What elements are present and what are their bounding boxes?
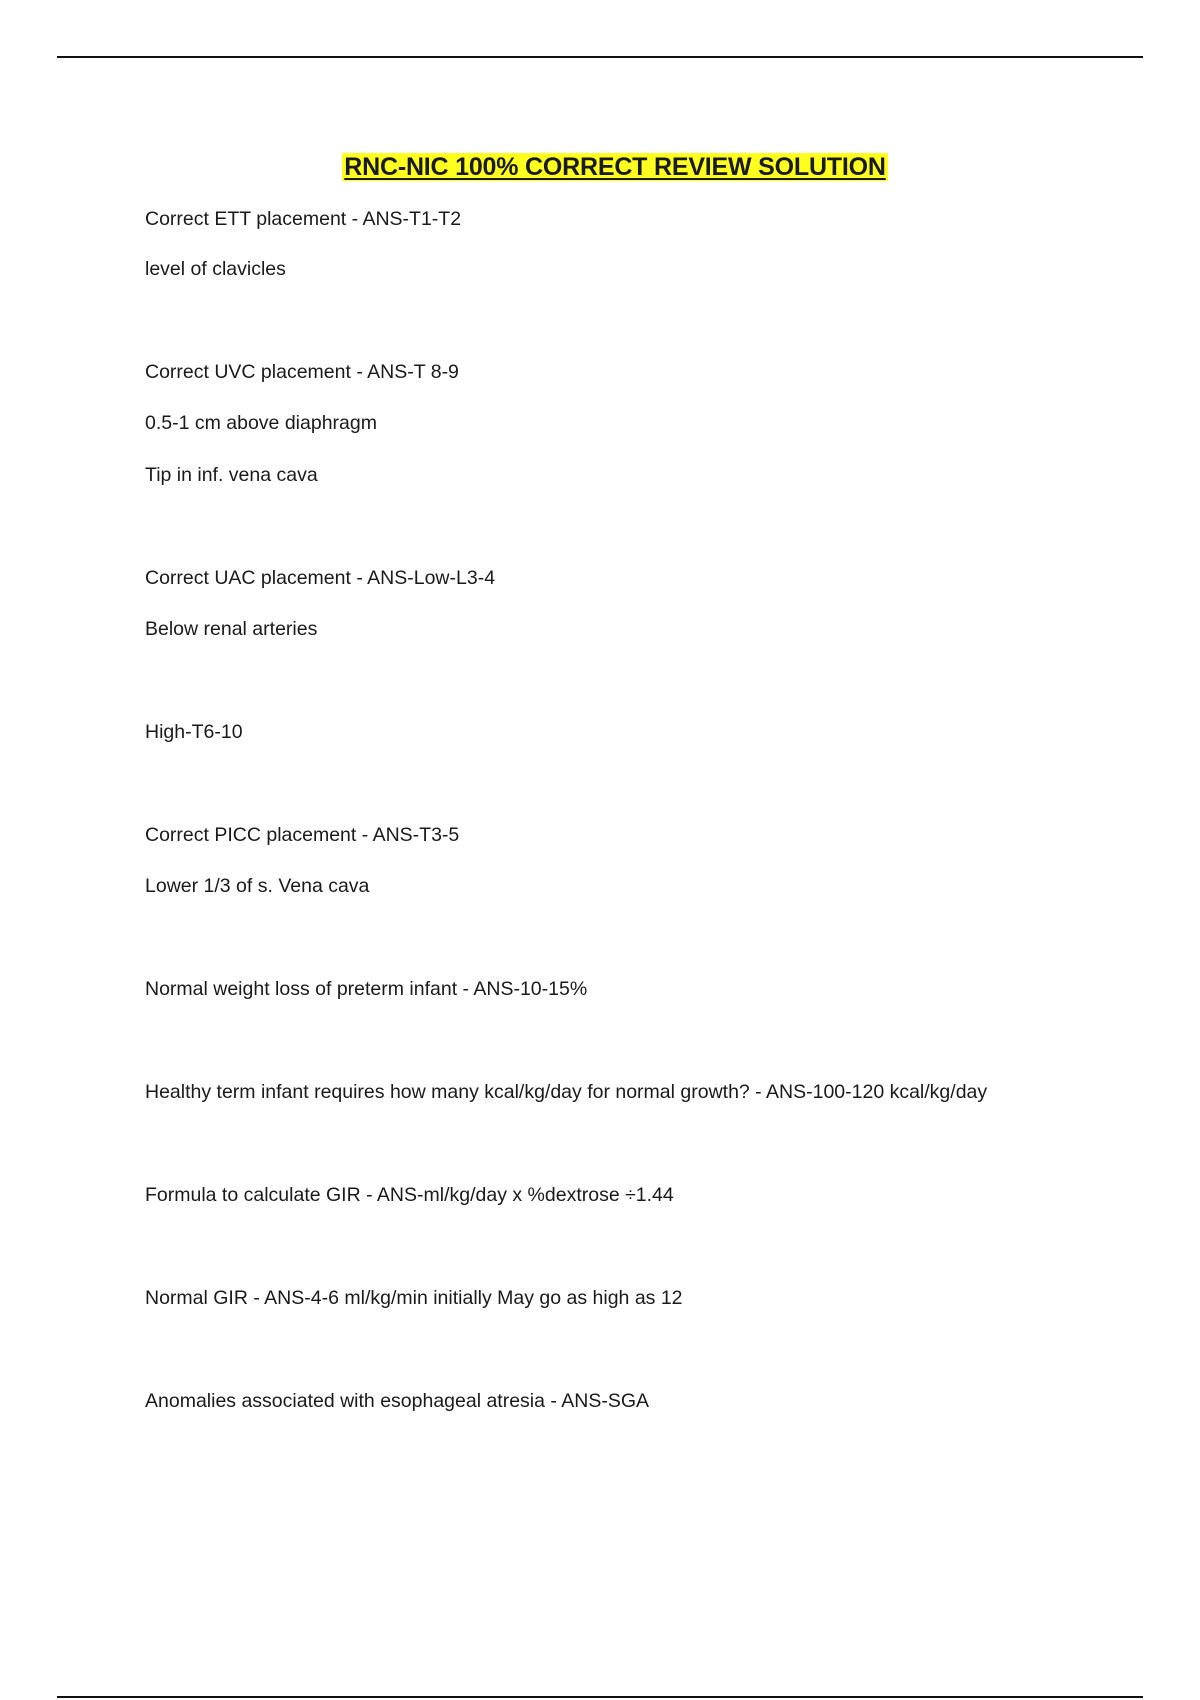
text-line: Anomalies associated with esophageal atresia - ANS-SGA (145, 1390, 650, 1412)
document-title (0, 146, 1200, 183)
page-bottom-rule (57, 1696, 1143, 1698)
text-line: 0.5-1 cm above diaphragm (145, 412, 377, 434)
text-line: Below renal arteries (145, 618, 318, 640)
text-line: Tip in inf. vena cava (145, 464, 318, 486)
text-line: High-T6-10 (145, 721, 243, 743)
page-top-rule (57, 56, 1143, 58)
document-title-text: RNC-NIC 100% CORRECT REVIEW SOLUTION (344, 153, 886, 181)
text-line: Correct PICC placement - ANS-T3-5 (145, 824, 460, 846)
text-line: Correct ETT placement - ANS-T1-T2 (145, 208, 462, 230)
text-line: Formula to calculate GIR - ANS-ml/kg/day x %dextrose ÷1.44 (145, 1184, 674, 1206)
text-line: Normal weight loss of preterm infant - ANS-10-15% (145, 978, 588, 1000)
text-line: Correct UAC placement - ANS-Low-L3-4 (145, 567, 496, 589)
text-line: Healthy term infant requires how many kcal/kg/day for normal growth? - ANS-100-120 kcal/kg/day (145, 1081, 988, 1103)
text-line: Lower 1/3 of s. Vena cava (145, 875, 370, 897)
text-line: level of clavicles (145, 258, 286, 280)
text-line: Correct UVC placement - ANS-T 8-9 (145, 361, 459, 383)
text-line: Normal GIR - ANS-4-6 ml/kg/min initially May go as high as 12 (145, 1287, 683, 1309)
